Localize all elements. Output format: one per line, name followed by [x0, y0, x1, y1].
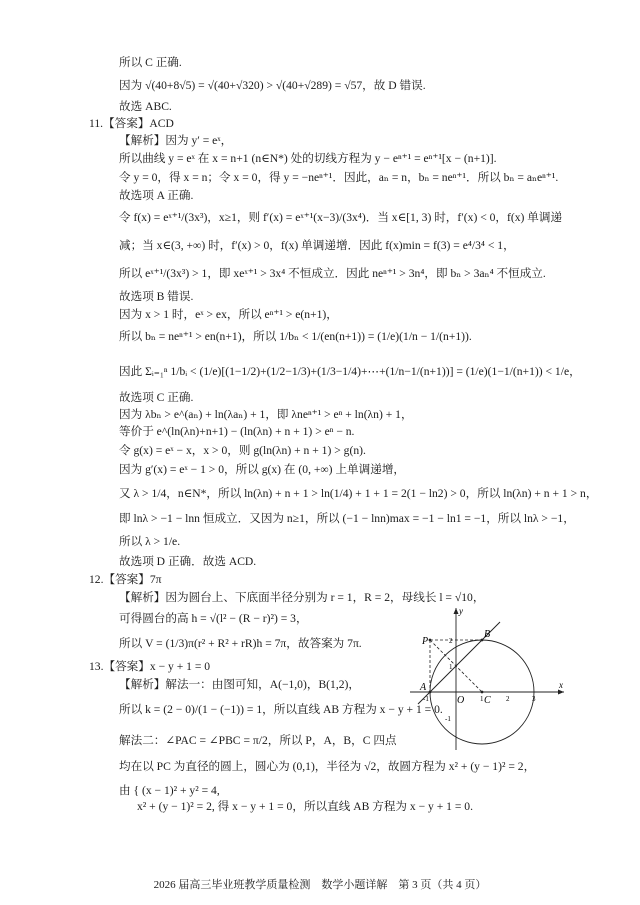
- text-line: 所以 k = (2 − 0)/(1 − (−1)) = 1，所以直线 AB 方程为 x − y + 1 = 0.: [119, 703, 443, 716]
- tick-y-neg1: -1: [445, 715, 451, 723]
- label-b: B: [484, 629, 491, 640]
- text-line: 因为 √(40+8√5) = √(40+√320) > √(40+√289) = √57，故 D 错误.: [119, 79, 426, 92]
- coordinate-figure: [408, 604, 568, 754]
- text-line: 所以 bₙ = neⁿ⁺¹ > en(n+1)，所以 1/bₙ < 1/(en(n+1)) = (1/e)(1/n − 1/(n+1)).: [119, 330, 472, 343]
- text-line: 令 g(x) = eˣ − x，x > 0，则 g(ln(λn) + n + 1) > g(n).: [119, 444, 366, 457]
- text-line: 等价于 e^(ln(λn)+n+1) − (ln(λn) + n + 1) > eⁿ − n.: [119, 425, 355, 438]
- tick-x-1: 1: [480, 695, 484, 703]
- text-line: 因为 λbₙ > e^(aₙ) + ln(λaₙ) + 1，即 λneⁿ⁺¹ > eⁿ + ln(λn) + 1，: [119, 408, 413, 421]
- text-line: 故选项 B 错误.: [119, 290, 194, 303]
- text-line: 【解析】因为圆台上、下底面半径分别为 r = 1，R = 2，母线长 l = √10，: [119, 591, 485, 604]
- text-line: 【解析】因为 y′ = eˣ，: [119, 134, 233, 147]
- text-line: 因此 Σᵢ₌₁ⁿ 1/bᵢ < (1/e)[(1−1/2)+(1/2−1/3)+(1/3−1/4)+⋯+(1/n−1/(n+1))] = (1/e)(1−1/(n+1)) < 1/e，: [119, 365, 581, 378]
- text-line: 令 f(x) = eˣ⁺¹/(3x³)，x≥1，则 f′(x) = eˣ⁺¹(x−3)/(3x⁴)．当 x∈[1, 3) 时，f′(x) < 0，f(x) 单调递: [119, 211, 563, 224]
- tick-x-2: 2: [506, 695, 510, 703]
- label-o: O: [457, 695, 465, 706]
- text-line: 可得圆台的高 h = √(l² − (R − r)²) = 3，: [119, 612, 308, 625]
- text-line: 所以 V = (1/3)π(r² + R² + rR)h = 7π，故答案为 7π.: [119, 637, 362, 650]
- text-line: x² + (y − 1)² = 2, 得 x − y + 1 = 0，所以直线 AB 方程为 x − y + 1 = 0.: [137, 800, 473, 813]
- label-p: P: [422, 636, 429, 647]
- label-a: A: [420, 682, 427, 693]
- point-p: [429, 639, 432, 642]
- point-c: [481, 691, 484, 694]
- text-line: 故选 ABC.: [119, 100, 172, 113]
- point-a: [429, 691, 432, 694]
- text-line: 11.【答案】ACD: [89, 117, 174, 130]
- tick-y-1: 1: [449, 663, 453, 671]
- text-line: 故选项 C 正确.: [119, 391, 194, 404]
- text-line: 所以 λ > 1/e.: [119, 535, 181, 548]
- text-line: 因为 g′(x) = eˣ − 1 > 0，所以 g(x) 在 (0, +∞) 上单调递增，: [119, 463, 406, 476]
- y-axis-arrow: [454, 608, 459, 614]
- text-line: 故选项 A 正确.: [119, 189, 194, 202]
- text-line: 故选项 D 正确．故选 ACD.: [119, 555, 257, 568]
- text-line: 令 y = 0，得 x = n；令 x = 0，得 y = −neⁿ⁺¹．因此，aₙ = n，bₙ = neⁿ⁺¹．所以 bₙ = aₙeⁿ⁺¹.: [119, 171, 559, 184]
- text-line: 所以 eˣ⁺¹/(3x³) > 1，即 xeˣ⁺¹ > 3x⁴ 不恒成立．因此 neⁿ⁺¹ > 3n⁴，即 bₙ > 3aₙ⁴ 不恒成立.: [119, 267, 546, 280]
- text-line: 又 λ > 1/4，n∈N*，所以 ln(λn) + n + 1 > ln(1/4) + 1 + 1 = 2(1 − ln2) > 0，所以 ln(λn) + n + 1 > n，: [119, 487, 598, 500]
- tick-x-3: 3: [532, 695, 536, 703]
- text-line: 13.【答案】x − y + 1 = 0: [89, 660, 211, 673]
- text-line: 【解析】解法一：由图可知，A(−1,0)，B(1,2)，: [119, 678, 360, 691]
- text-line: 因为 x > 1 时，eˣ > ex，所以 eⁿ⁺¹ > e(n+1)，: [119, 308, 338, 321]
- x-axis-arrow: [558, 690, 564, 695]
- text-line: 解法二：∠PAC = ∠PBC = π/2，所以 P，A，B，C 四点: [119, 734, 397, 747]
- text-line: 12.【答案】7π: [89, 573, 162, 586]
- text-line: 即 lnλ > −1 − lnn 恒成立．又因为 n≥1，所以 (−1 − lnn)max = −1 − ln1 = −1，所以 lnλ > −1，: [119, 512, 575, 525]
- text-line: 减；当 x∈(3, +∞) 时，f′(x) > 0，f(x) 单调递增．因此 f(x)min = f(3) = e⁴/3⁴ < 1，: [119, 239, 515, 252]
- text-line: 均在以 PC 为直径的圆上，圆心为 (0,1)，半径为 √2，故圆方程为 x² + (y − 1)² = 2，: [119, 760, 536, 773]
- text-line: 由 { (x − 1)² + y² = 4,: [119, 784, 220, 797]
- label-c: C: [484, 695, 491, 706]
- point-b: [481, 639, 484, 642]
- text-line: 所以 C 正确.: [119, 56, 182, 69]
- page-footer: 2026 届高三毕业班教学质量检测 数学小题详解 第 3 页（共 4 页）: [153, 879, 487, 891]
- axis-x-label: x: [559, 680, 563, 690]
- text-line: 所以曲线 y = eˣ 在 x = n+1 (n∈N*) 处的切线方程为 y − eⁿ⁺¹ = eⁿ⁺¹[x − (n+1)].: [119, 152, 497, 165]
- tick-y-2: 2: [449, 637, 453, 645]
- tick-x-neg1: -1: [423, 695, 429, 703]
- axis-y-label: y: [459, 606, 463, 616]
